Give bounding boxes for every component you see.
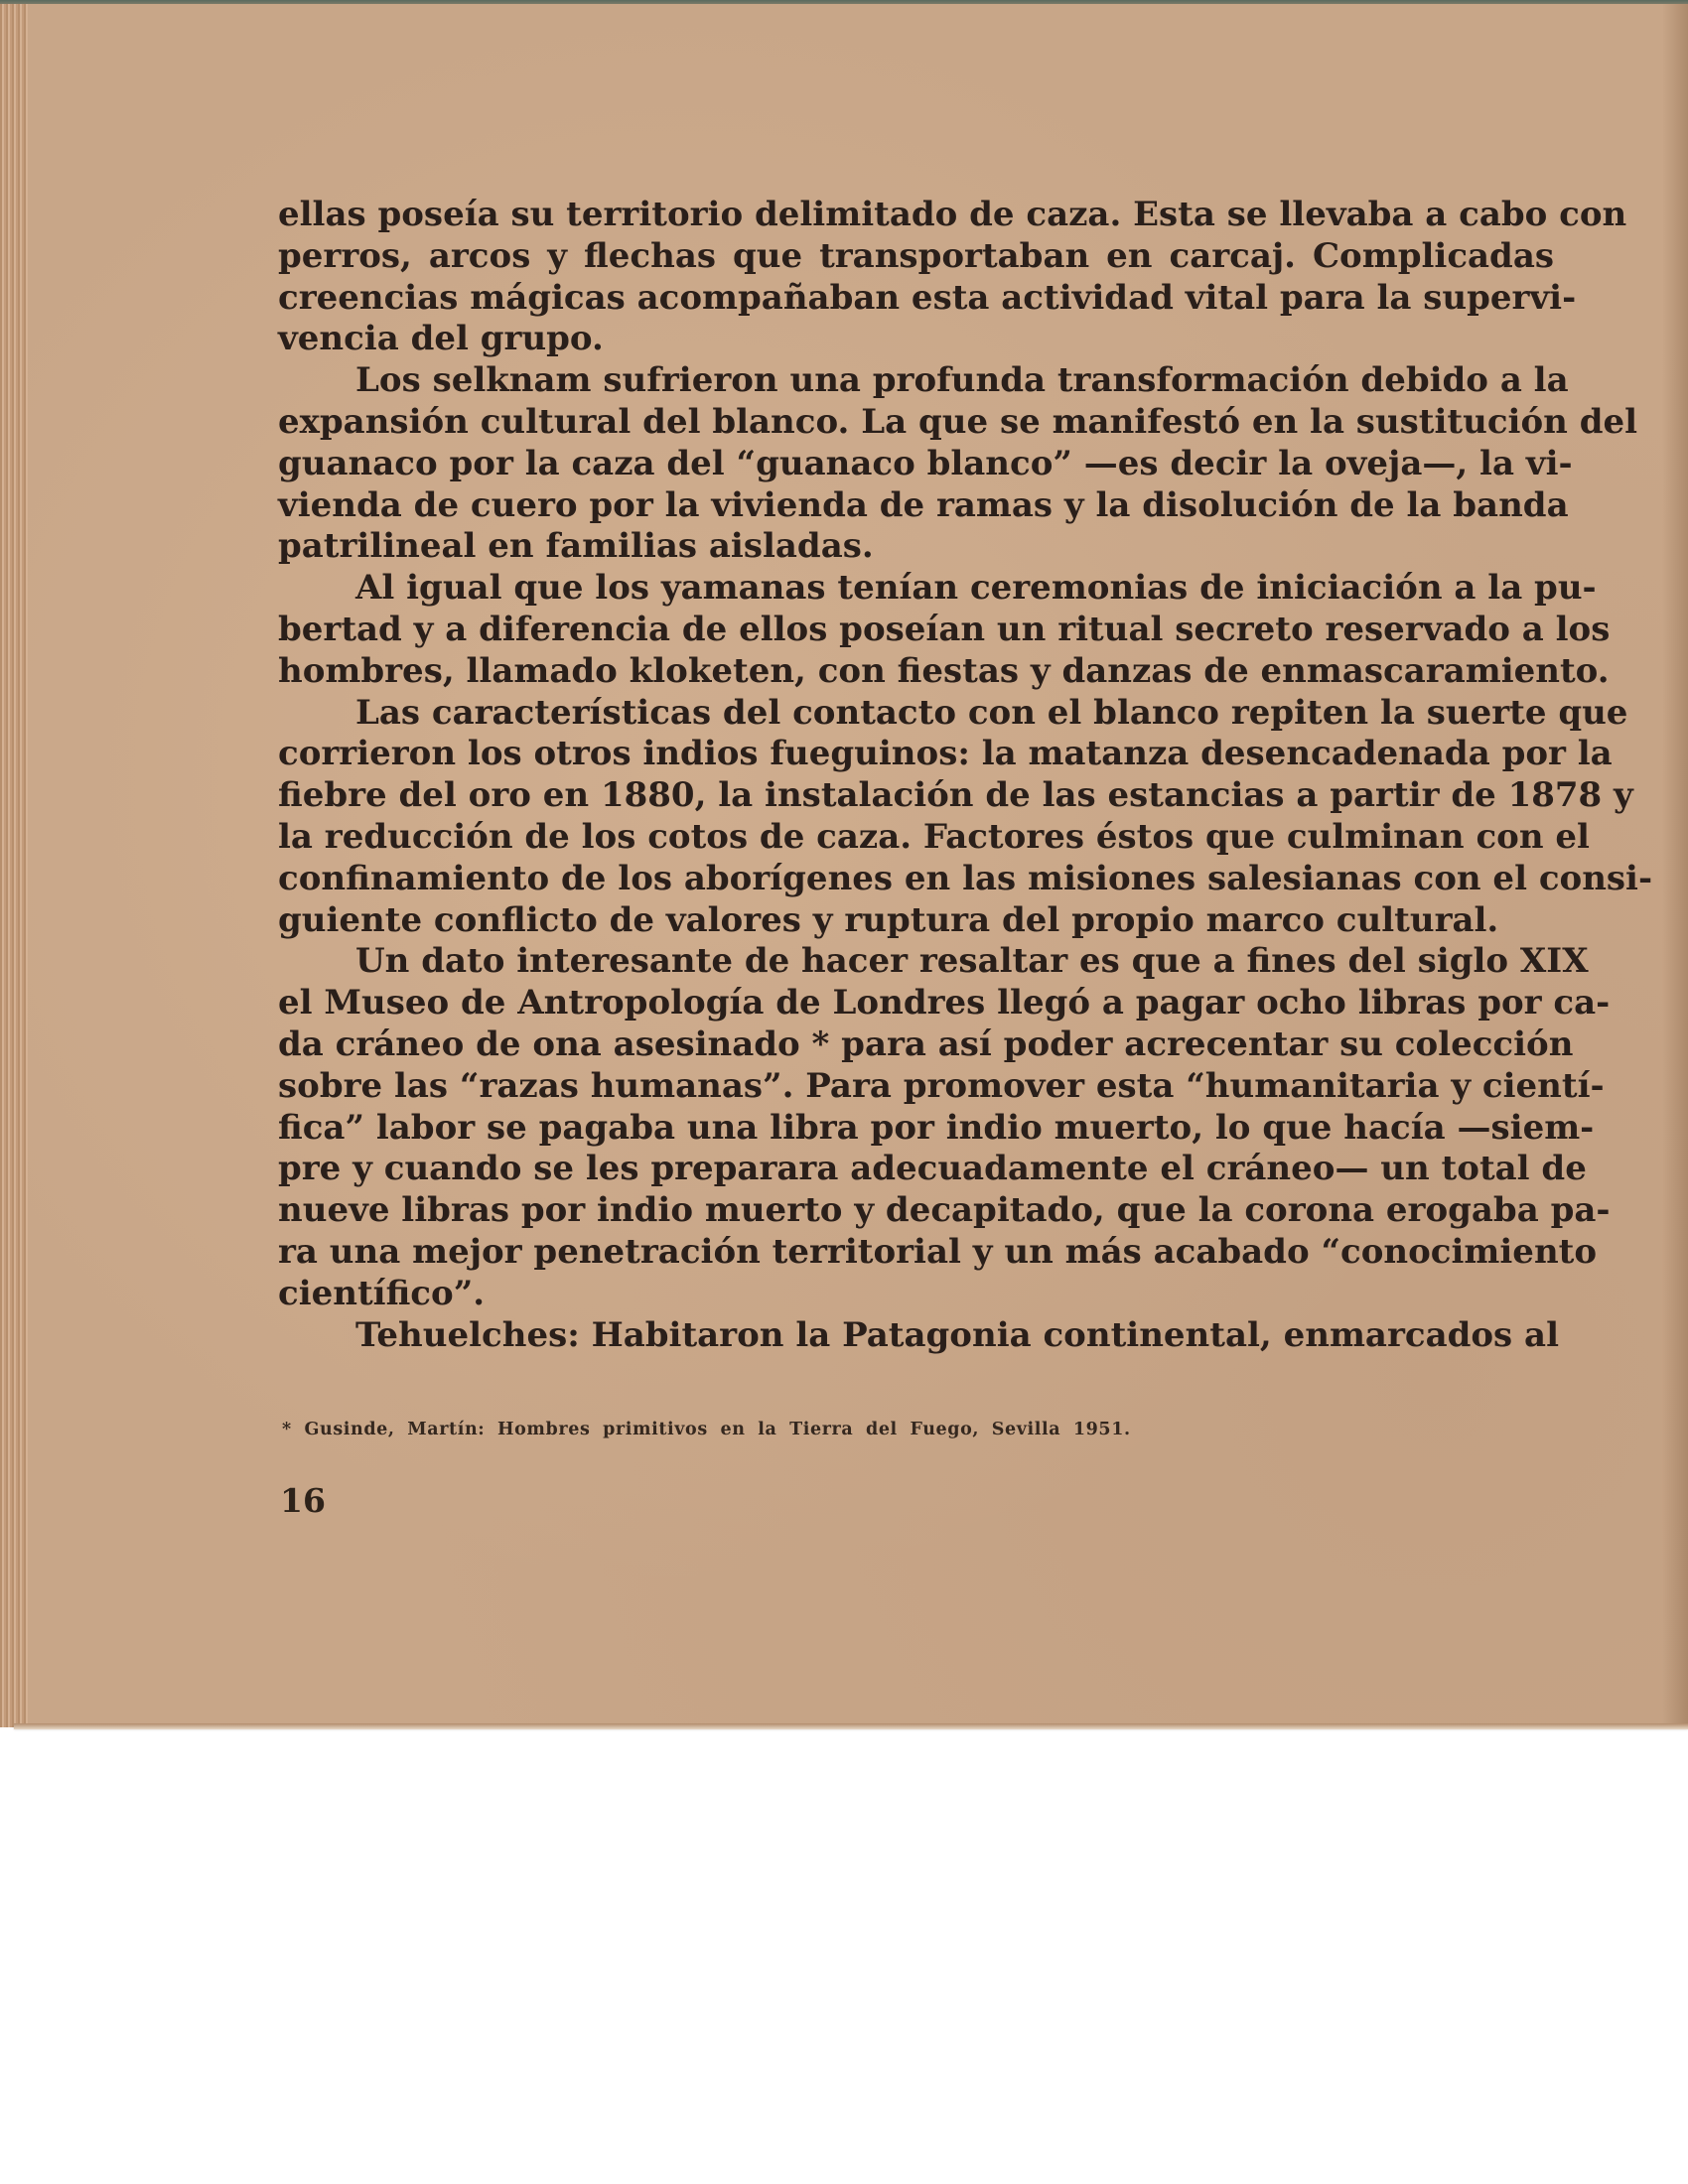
page-number: 16	[280, 1481, 326, 1520]
text-line: confinamiento de los aborígenes en las misiones salesianas con el consi-	[278, 858, 1653, 898]
text-line: pre y cuando se les preparara adecuadamente el cráneo— un total de	[278, 1149, 1587, 1189]
text-line: patrilineal en familias aisladas.	[278, 526, 874, 567]
paragraph	[278, 692, 1653, 942]
paragraph	[278, 1314, 1559, 1357]
text-line: perros, arcos y flechas que transportaban en carcaj. Complicadas	[278, 235, 1554, 276]
text-line: Al igual que los yamanas tenían ceremonias de iniciación a la pu-	[355, 568, 1597, 609]
text-line: fica” labor se pagaba una libra por indio muerto, lo que hacía —siem-	[278, 1107, 1595, 1148]
page-bottom-edge	[14, 1723, 1688, 1729]
text-line: da cráneo de ona asesinado * para así poder acrecentar su colección	[278, 1024, 1574, 1064]
binding-shadow	[1662, 4, 1688, 1727]
text-line: guanaco por la caza del “guanaco blanco” —es decir la oveja—, la vi-	[278, 443, 1573, 483]
paragraph	[278, 360, 1638, 568]
text-line: Tehuelches: Habitaron la Patagonia continental, enmarcados al	[355, 1314, 1559, 1355]
text-line: corrieron los otros indios fueguinos: la matanza desencadenada por la	[278, 734, 1613, 774]
text-line: vienda de cuero por la vivienda de ramas y la disolución de la banda	[278, 484, 1569, 525]
text-line: guiente conflicto de valores y ruptura del propio marco cultural.	[278, 899, 1499, 940]
text-line: ra una mejor penetración territorial y un más acabado “conocimiento	[278, 1231, 1598, 1272]
text-line: Un dato interesante de hacer resaltar es que a fines del siglo XIX	[355, 941, 1589, 982]
text-line: expansión cultural del blanco. La que se manifestó en la sustitución del	[278, 401, 1638, 442]
text-line: ellas poseía su territorio delimitado de caza. Esta se llevaba a cabo con	[278, 195, 1627, 234]
text-line: creencias mágicas acompañaban esta actividad vital para la supervi-	[278, 277, 1577, 318]
paragraph	[278, 195, 1627, 360]
text-line: vencia del grupo.	[278, 319, 604, 359]
paragraph	[278, 568, 1611, 692]
text-line: bertad y a diferencia de ellos poseían un ritual secreto reservado a los	[278, 609, 1611, 649]
text-line: hombres, llamado kloketen, con fiestas y danzas de enmascaramiento.	[278, 650, 1610, 691]
text-line: científico”.	[278, 1273, 486, 1313]
paragraph	[278, 941, 1611, 1314]
text-line: nueve libras por indio muerto y decapitado, que la corona erogaba pa-	[278, 1190, 1611, 1231]
text-line: sobre las “razas humanas”. Para promover esta “humanitaria y cientí-	[278, 1065, 1605, 1106]
body-text	[278, 195, 1653, 1356]
text-line: Los selknam sufrieron una profunda transformación debido a la	[355, 360, 1569, 401]
text-line: Las características del contacto con el blanco repiten la suerte que	[355, 692, 1628, 733]
text-line: el Museo de Antropología de Londres llegó a pagar ocho libras por ca-	[278, 983, 1611, 1024]
footnote: * Gusinde, Martín: Hombres primitivos en la Tierra del Fuego, Sevilla 1951.	[282, 1420, 1131, 1439]
text-line: fiebre del oro en 1880, la instalación de las estancias a partir de 1878 y	[278, 775, 1633, 816]
page-stack-edge	[0, 4, 28, 1727]
text-line: la reducción de los cotos de caza. Factores éstos que culminan con el	[278, 816, 1590, 857]
